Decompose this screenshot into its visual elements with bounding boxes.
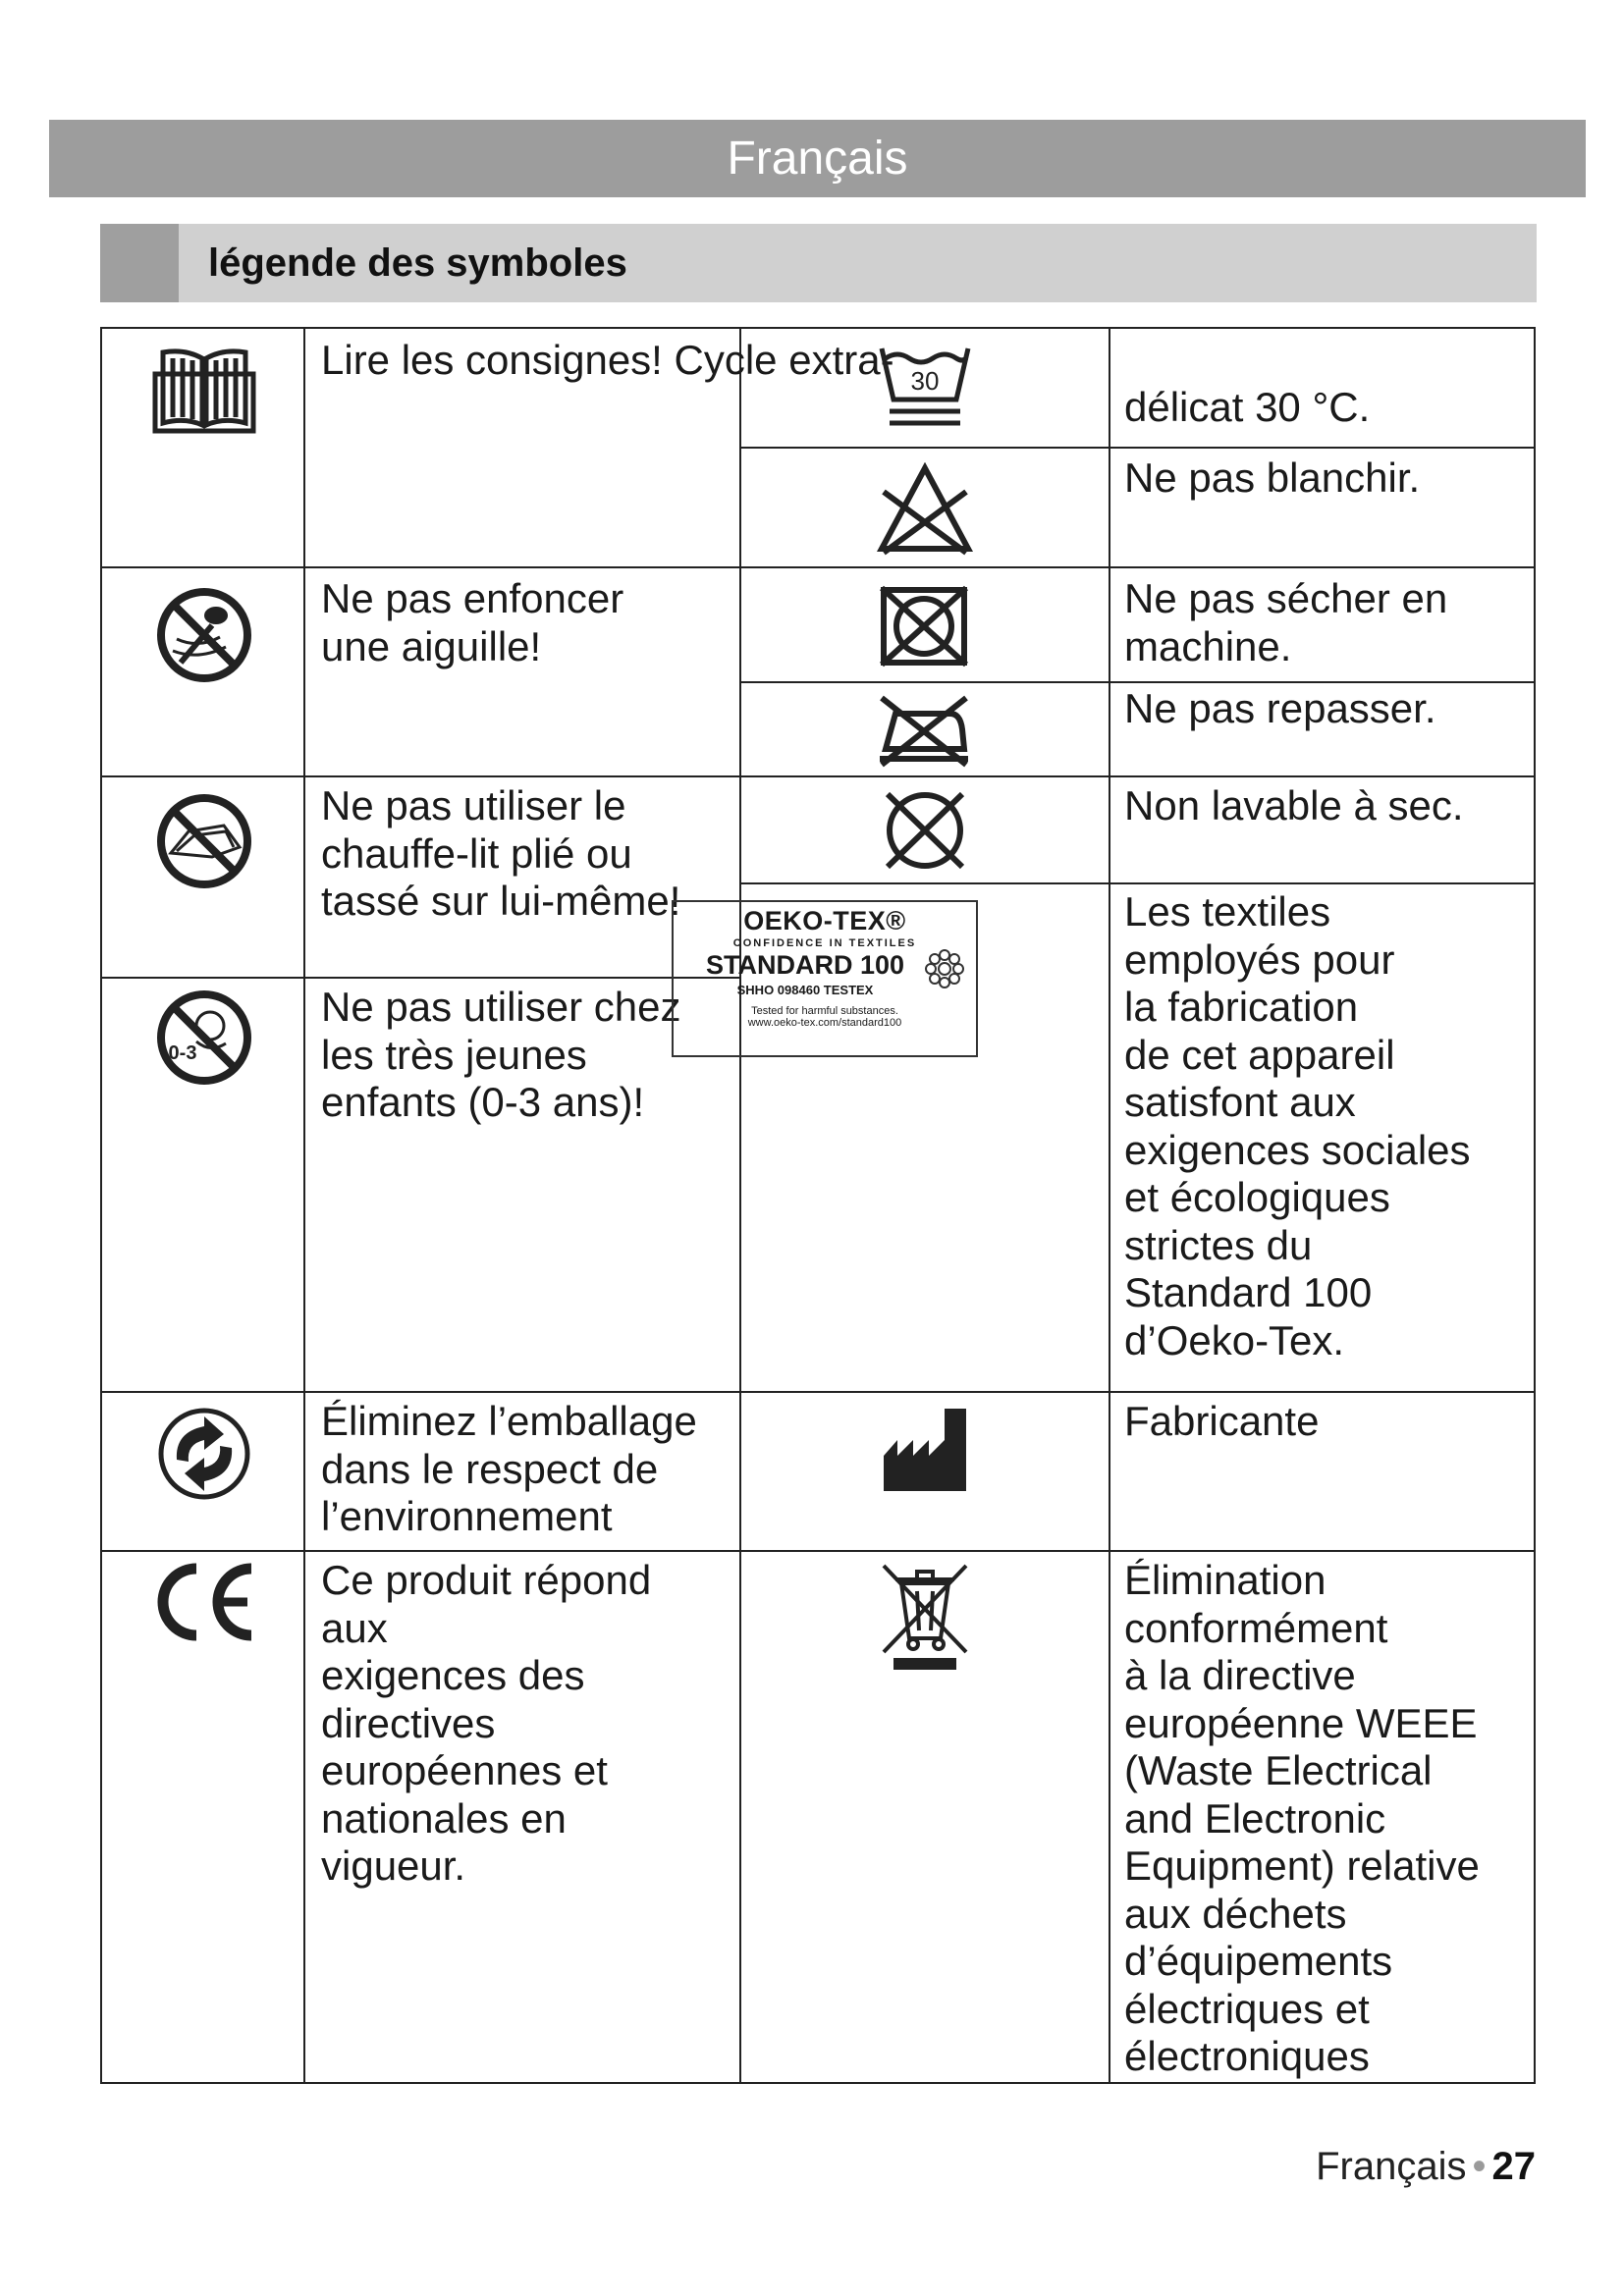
oeko-tagline: CONFIDENCE IN TEXTILES [732, 937, 917, 949]
svg-text:30: 30 [910, 366, 940, 396]
ce-mark-icon [149, 1561, 259, 1643]
manufacturer-text: Fabricante [1124, 1398, 1320, 1444]
page-number: 27 [1491, 2145, 1536, 2188]
oeko-url: www.oeko-tex.com/standard100 [747, 1017, 902, 1029]
weee-bin-icon [878, 1562, 972, 1672]
language-banner: Français [49, 120, 1586, 197]
no-iron-icon [876, 690, 972, 769]
no-needle-icon [155, 586, 253, 684]
oeko-tex-text: Les textiles employés pour la fabrication de cet appareil satisfont aux exigences sociales et écologiques strictes du Standard 100 d’Oeko-Tex. [1124, 888, 1471, 1363]
section-title: légende des symboles [208, 241, 627, 285]
footer-language: Français [1316, 2145, 1467, 2188]
oeko-tex-label [672, 900, 978, 1057]
oeko-flower-icon [923, 947, 966, 990]
book-icon [151, 345, 257, 435]
oeko-tested: Tested for harmful substances. [751, 1005, 898, 1017]
section-accent-block [100, 224, 179, 302]
wash-30-icon [878, 341, 972, 429]
no-folded-icon [155, 792, 253, 890]
no-tumble-dry-icon [878, 584, 970, 668]
no-children-icon [155, 988, 253, 1087]
no-folded-text: Ne pas utiliser le chauffe-lit plié ou tassé sur lui-même! [321, 782, 681, 924]
wash-30-text: délicat 30 °C. [1124, 384, 1371, 430]
no-dry-clean-text: Non lavable à sec. [1124, 782, 1464, 828]
section-header [100, 224, 1537, 302]
svg-text:0-3: 0-3 [168, 1042, 197, 1064]
ce-text: Ce produit répond aux exigences des directives européennes et nationales en vigueur. [321, 1557, 652, 1889]
oeko-standard: STANDARD 100 [705, 950, 905, 980]
packaging-text: Éliminez l’emballage dans le respect de l’environnement [321, 1398, 697, 1539]
page-footer [1316, 2145, 1536, 2189]
no-bleach-text: Ne pas blanchir. [1124, 454, 1421, 501]
read-instructions-text: Lire les consignes! Cycle extra- [321, 337, 894, 383]
no-dry-clean-icon [878, 788, 972, 873]
oeko-code: SHHO 098460 TESTEX [736, 983, 874, 997]
no-bleach-icon [876, 462, 974, 557]
recycling-icon [155, 1405, 253, 1503]
no-children-text: Ne pas utiliser chez les très jeunes enfants (0-3 ans)! [321, 984, 681, 1125]
symbols-table [100, 327, 1536, 2084]
footer-separator: • [1472, 2145, 1487, 2188]
no-tumble-dry-text: Ne pas sécher en machine. [1124, 575, 1448, 669]
weee-text: Élimination conformément à la directive européenne WEEE (Waste Electrical and Electronic Equipment) relative aux déchets d’équipements électriques et électroniques [1124, 1557, 1480, 2079]
no-needle-text: Ne pas enfoncer une aiguille! [321, 575, 624, 669]
manufacturer-icon [880, 1405, 970, 1493]
oeko-brand: OEKO-TEX® [743, 906, 906, 935]
no-iron-text: Ne pas repasser. [1124, 685, 1436, 731]
